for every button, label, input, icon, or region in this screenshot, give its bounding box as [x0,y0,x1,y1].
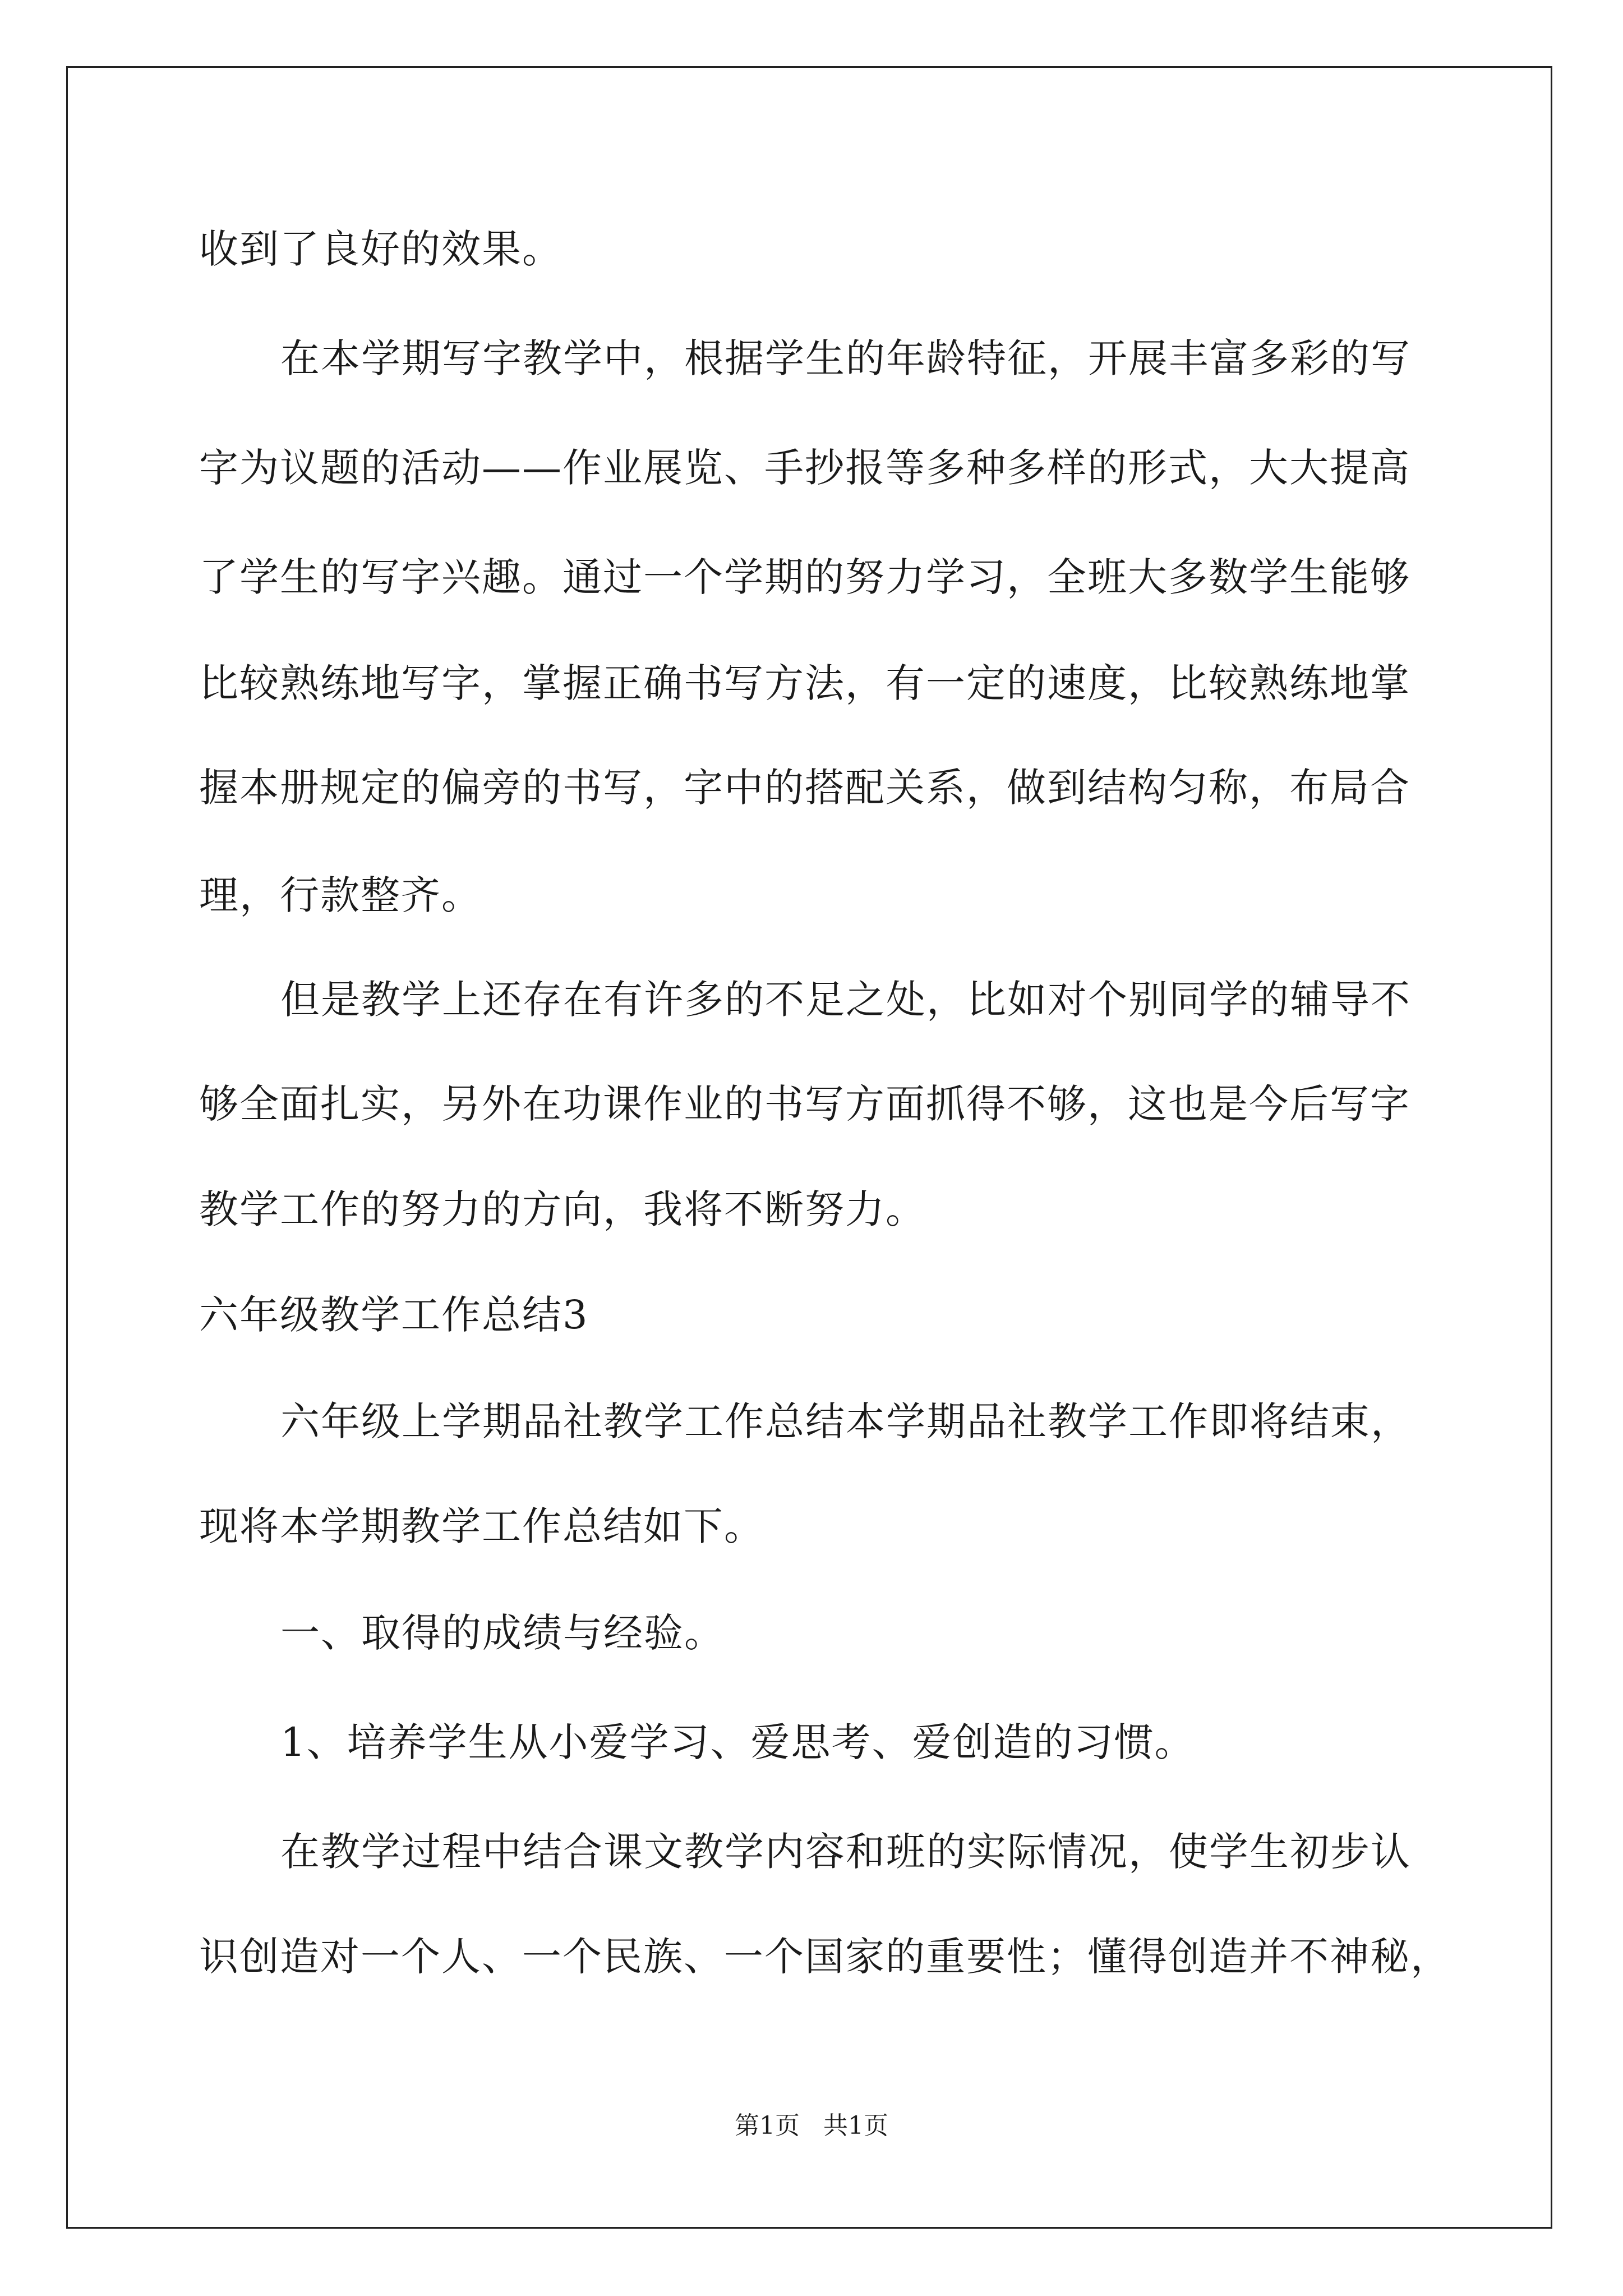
paragraph-line: 在教学过程中结合课文教学内容和班的实际情况，使学生初步认 [280,1829,1411,1875]
text-line: 够全面扎实，另外在功课作业的书写方面抓得不够，这也是今后写字 [199,1081,1410,1127]
text-line: 现将本学期教学工作总结如下。 [199,1503,764,1549]
text-line: 理，行款整齐。 [199,872,482,918]
paragraph-line: 在本学期写字教学中，根据学生的年龄特征，开展丰富多彩的写 [280,335,1411,381]
text-line: 识创造对一个人、一个民族、一个国家的重要性；懂得创造并不神秘， [199,1934,1451,1980]
paragraph-line: 1、培养学生从小爱学习、爱思考、爱创造的习惯。 [280,1719,1195,1765]
section-heading: 六年级教学工作总结3 [199,1292,589,1338]
text-line: 教学工作的努力的方向，我将不断努力。 [199,1186,926,1232]
text-line: 握本册规定的偏旁的书写，字中的搭配关系，做到结构匀称，布局合 [199,765,1410,811]
page-footer: 第1页 共1页 [735,2111,888,2140]
paragraph-line: 但是教学上还存在有许多的不足之处，比如对个别同学的辅导不 [280,977,1411,1023]
paragraph-line: 六年级上学期品社教学工作总结本学期品社教学工作即将结束， [280,1398,1411,1444]
text-line: 比较熟练地写字，掌握正确书写方法，有一定的速度，比较熟练地掌 [199,660,1410,706]
paragraph-line: 一、取得的成绩与经验。 [280,1610,725,1656]
text-line: 收到了良好的效果。 [199,226,562,272]
page-border [66,66,1552,2229]
text-line: 了学生的写字兴趣。通过一个学期的努力学习，全班大多数学生能够 [199,554,1410,600]
text-line: 字为议题的活动——作业展览、手抄报等多种多样的形式，大大提高 [199,445,1410,491]
